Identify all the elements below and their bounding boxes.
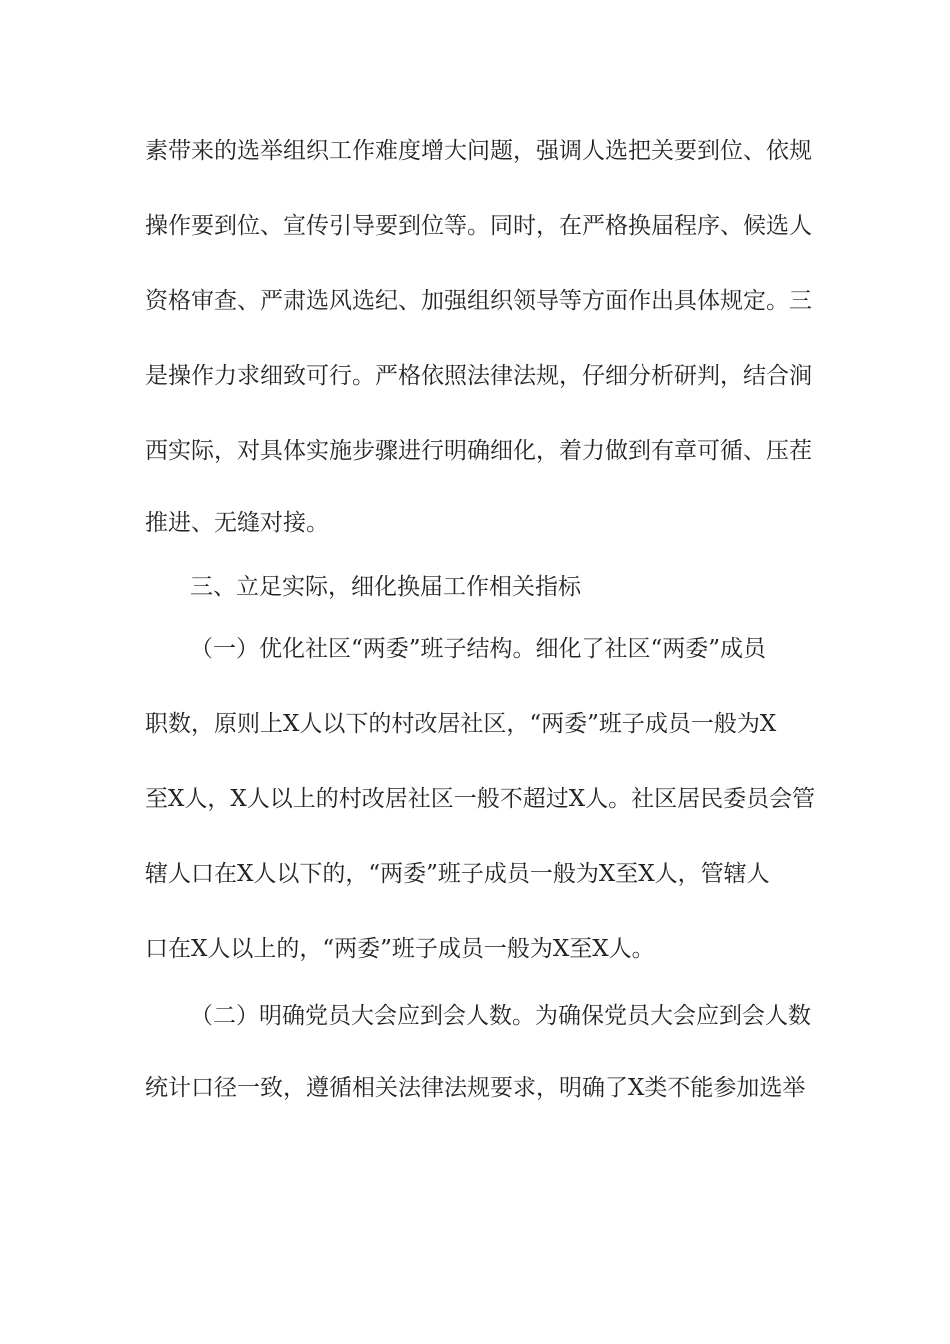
text-line: 资格审查、严肃选风选纪、加强组织领导等方面作出具体规定。三	[145, 288, 812, 314]
section-heading: 三、立足实际，细化换届工作相关指标	[190, 574, 581, 600]
text-line: 至X人，X人以上的村改居社区一般不超过X人。社区居民委员会管	[145, 786, 816, 812]
paragraph-start-line: （二）明确党员大会应到会人数。为确保党员大会应到会人数	[190, 1003, 811, 1029]
text-line: 是操作力求细致可行。严格依照法律法规，仔细分析研判，结合涧	[145, 363, 812, 389]
text-line: 操作要到位、宣传引导要到位等。同时，在严格换届程序、候选人	[145, 213, 812, 239]
paragraph-start-line: （一）优化社区“两委”班子结构。细化了社区“两委”成员	[190, 636, 767, 662]
text-line: 口在X人以上的，“两委”班子成员一般为X至X人。	[145, 936, 655, 962]
text-line: 素带来的选举组织工作难度增大问题，强调人选把关要到位、依规	[145, 138, 812, 164]
text-line: 西实际，对具体实施步骤进行明确细化，着力做到有章可循、压茬	[145, 438, 812, 464]
text-line: 推进、无缝对接。	[145, 510, 329, 536]
text-line: 统计口径一致，遵循相关法律法规要求，明确了X类不能参加选举	[145, 1075, 806, 1101]
text-line: 辖人口在X人以下的，“两委”班子成员一般为X至X人，管辖人	[145, 861, 770, 887]
text-line: 职数，原则上X人以下的村改居社区，“两委”班子成员一般为X	[145, 711, 777, 737]
